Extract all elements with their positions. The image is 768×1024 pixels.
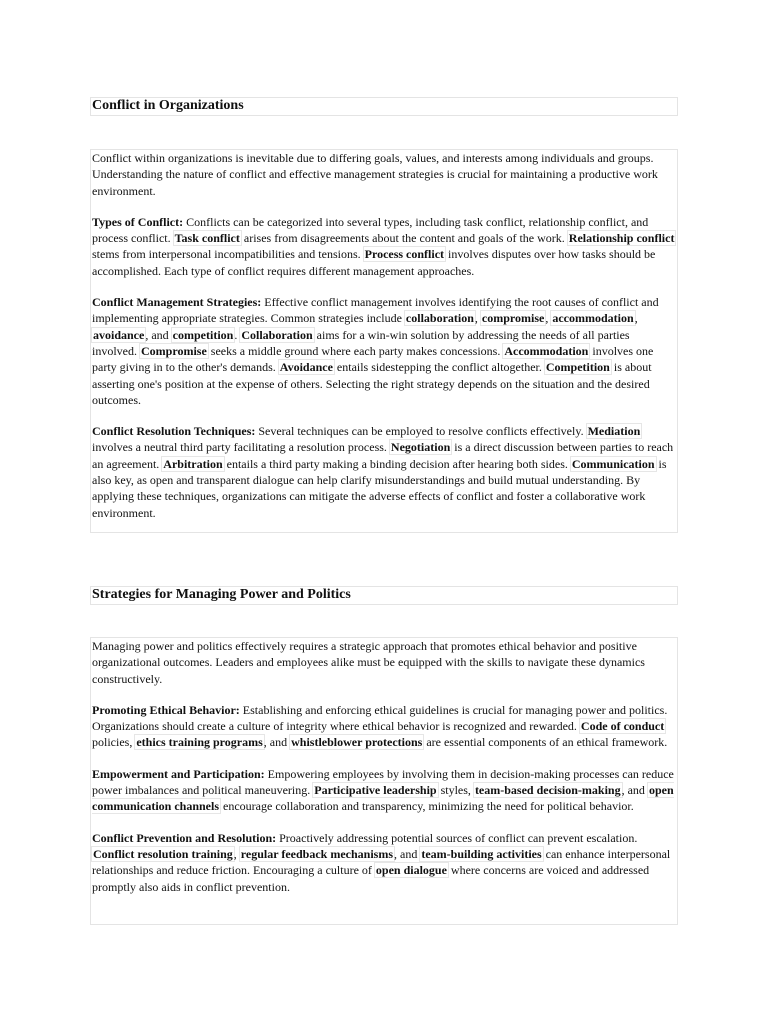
- key-term: compromise: [481, 311, 545, 326]
- text-run: Managing power and politics effectively requires a strategic approach that promotes ethical behavior and positive organizational outcomes. Leaders and employees alike must be equipped with the skills to navigate these dynamics constructively.: [92, 639, 645, 686]
- paragraph-lead: Conflict Resolution Techniques:: [92, 424, 256, 439]
- key-term: Accommodation: [504, 343, 589, 358]
- key-term: Task conflict: [174, 231, 240, 246]
- text-run: .: [234, 327, 241, 342]
- text-run: are essential components of an ethical framework.: [423, 735, 668, 750]
- text-run: arises from disagreements about the content and goals of the work.: [240, 231, 568, 246]
- text-run: entails sidestepping the conflict altogether.: [333, 360, 545, 375]
- paragraph-lead: Types of Conflict:: [92, 214, 184, 229]
- paragraph: [92, 638, 677, 687]
- paragraph: [92, 294, 677, 408]
- text-run: , and: [394, 846, 421, 861]
- text-run: involves disputes over how tasks should be accomplished. Each type of conflict requires different management approaches.: [92, 247, 656, 278]
- key-term: Conflict resolution training: [93, 846, 233, 861]
- section-heading: Conflict in Organizations: [90, 97, 678, 116]
- text-run: where concerns are voiced and addressed promptly also aids in conflict prevention.: [92, 863, 650, 894]
- key-term: Relationship conflict: [568, 231, 675, 246]
- text-run: stems from interpersonal incompatibilities and tensions.: [92, 247, 364, 262]
- key-term: Participative leadership: [314, 783, 437, 798]
- text-run: is also key, as open and transparent dialogue can help clarify misunderstandings and build mutual understanding. By applying these techniques, organizations can mitigate the adverse effects of conflict and foster a collaborative work environment.: [92, 456, 667, 520]
- text-run: ,: [634, 311, 638, 326]
- paragraph-lead: Empowerment and Participation:: [92, 766, 265, 781]
- paragraph: [92, 150, 677, 199]
- key-term: Collaboration: [241, 327, 313, 342]
- key-term: regular feedback mechanisms: [240, 846, 393, 861]
- text-run: Empowering employees by involving them in decision-making processes can reduce power imbalances and political maneuvering.: [92, 766, 674, 798]
- paragraph: [92, 702, 677, 751]
- key-term: Compromise: [141, 343, 207, 358]
- text-run: encourage collaboration and transparency, minimizing the need for political behavior.: [220, 799, 634, 814]
- paragraph: [92, 830, 677, 895]
- paragraph: [92, 423, 677, 521]
- text-run: can enhance interpersonal relationships and reduce friction. Encouraging a culture of: [92, 846, 671, 878]
- paragraph: [92, 214, 677, 279]
- paragraph: [92, 766, 677, 815]
- key-term: team-building activities: [421, 846, 542, 861]
- text-run: involves a neutral third party facilitating a resolution process.: [92, 440, 390, 455]
- text-run: , and: [621, 783, 648, 798]
- text-run: ,: [545, 311, 552, 326]
- key-term: Process conflict: [364, 247, 445, 262]
- text-run: Effective conflict management involves identifying the root causes of conflict and implementing appropriate strategies. Common strategies include: [92, 295, 659, 326]
- text-run: Establishing and enforcing ethical guidelines is crucial for managing power and politics. Organizations should create a culture of integrity where ethical behavior is recognized and rewarded.: [92, 702, 668, 734]
- text-run: ,: [474, 311, 481, 326]
- key-term: collaboration: [405, 311, 474, 326]
- text-run: is about asserting one's position at the expense of others. Selecting the right strategy depends on the situation and the desired outcomes.: [92, 360, 652, 407]
- paragraph-lead: Conflict Management Strategies:: [92, 295, 262, 310]
- key-term: Mediation: [587, 424, 641, 439]
- key-term: Negotiation: [390, 440, 451, 455]
- key-term: team-based decision-making: [474, 783, 621, 798]
- key-term: Avoidance: [279, 360, 333, 375]
- text-run: involves one party giving in to the other's demands.: [92, 343, 654, 375]
- key-term: Code of conduct: [580, 719, 665, 734]
- text-run: Conflicts can be categorized into several types, including task conflict, relationship conflict, and process conflict.: [92, 214, 649, 246]
- key-term: Communication: [571, 456, 655, 471]
- key-term: accommodation: [552, 311, 634, 326]
- text-run: , and: [263, 735, 291, 750]
- text-run: Proactively addressing potential sources of conflict can prevent escalation.: [276, 830, 638, 845]
- text-run: Several techniques can be employed to resolve conflicts effectively.: [255, 424, 587, 439]
- key-term: avoidance: [93, 327, 145, 342]
- paragraph-lead: Conflict Prevention and Resolution:: [92, 830, 277, 845]
- text-run: is a direct discussion between parties to reach an agreement.: [92, 440, 674, 471]
- text-run: seeks a middle ground where each party makes concessions.: [207, 343, 504, 358]
- text-run: policies,: [92, 735, 136, 750]
- text-run: ,: [233, 846, 240, 861]
- text-run: entails a third party making a binding decision after hearing both sides.: [223, 456, 571, 471]
- key-term: whistleblower protections: [291, 735, 423, 750]
- section-body: [90, 149, 678, 533]
- key-term: competition: [172, 327, 234, 342]
- key-term: Competition: [545, 360, 610, 375]
- text-run: styles,: [437, 783, 474, 798]
- key-term: open dialogue: [375, 863, 447, 878]
- key-term: open communication channels: [92, 783, 674, 814]
- paragraph-lead: Promoting Ethical Behavior:: [92, 702, 240, 717]
- text-run: Conflict within organizations is inevitable due to differing goals, values, and interests among individuals and groups. Understanding the nature of conflict and effective management strategies is crucial for maintaining a productive work environment.: [92, 151, 658, 198]
- section-heading: Strategies for Managing Power and Politics: [90, 586, 678, 605]
- key-term: Arbitration: [163, 456, 223, 471]
- text-run: aims for a win-win solution by addressing the needs of all parties involved.: [92, 327, 630, 358]
- section-body: [90, 637, 678, 925]
- key-term: ethics training programs: [136, 735, 263, 750]
- text-run: , and: [145, 327, 172, 342]
